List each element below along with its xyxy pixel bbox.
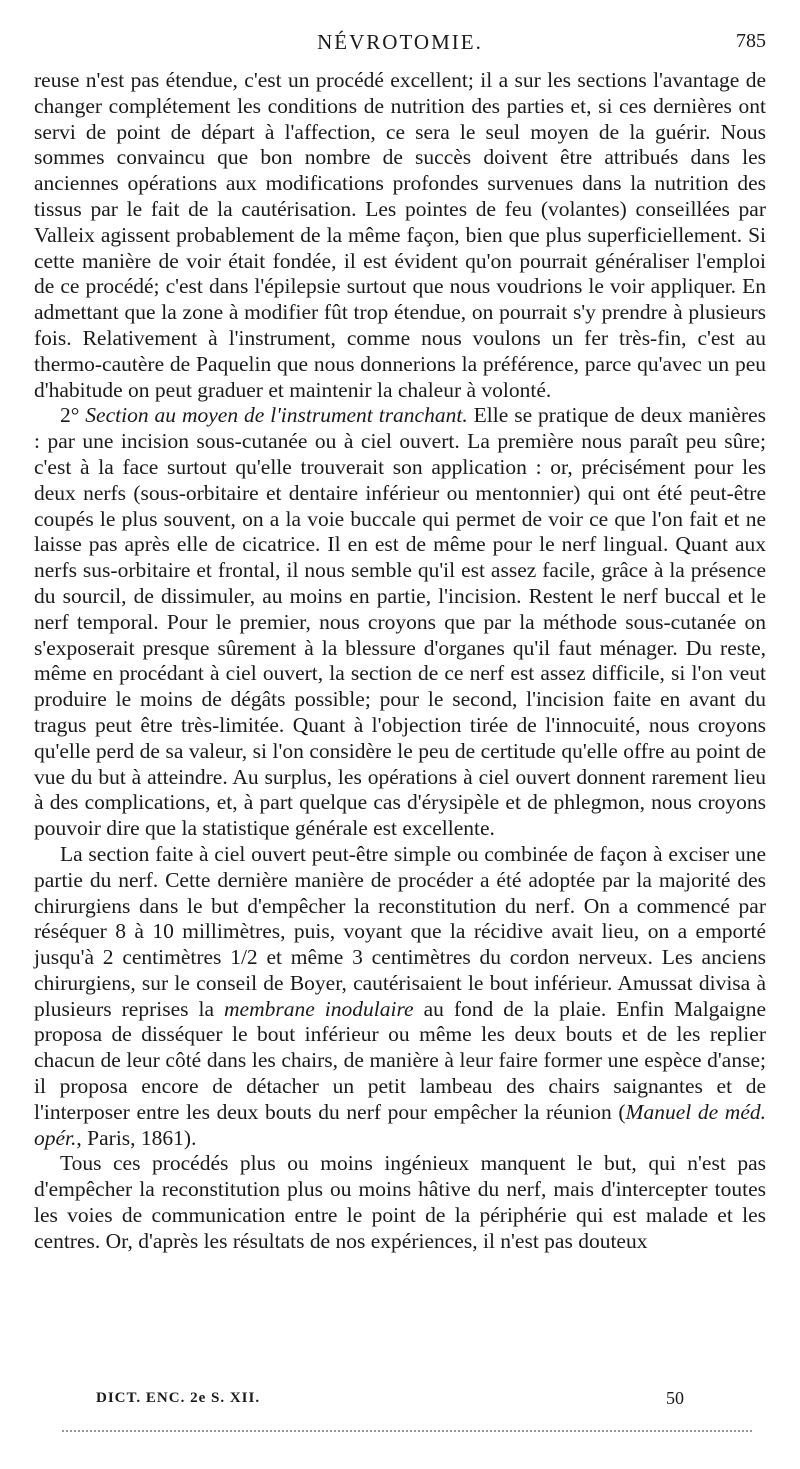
paragraph-text: , Paris, 1861). (76, 1125, 197, 1150)
italic-term: membrane inodulaire (224, 996, 414, 1021)
paragraph-open-section (34, 842, 766, 1152)
paragraph-text: Tous ces procédés plus ou moins ingénieux manquent le but, qui n'est pas d'empêcher la reconstitution plus ou moins hâtive du nerf, mais d'intercepter toutes les voies de communication entre le point de la périphérie qui est malade et les centres. Or, d'après les résultats de nos expériences, il n'est pas douteux (34, 1151, 766, 1253)
running-head (34, 30, 766, 56)
paragraph-continuation (34, 68, 766, 403)
page-number: 785 (736, 30, 766, 52)
paragraph-text: au fond de la plaie. Enfin Malgaigne proposa de disséquer le bout inférieur ou même les deux bouts et de les replier chacun de leur côté dans les chairs, de manière à leur faire former une espèce d'anse; il proposa encore de détacher un petit lambeau des chairs saignantes et de l'interposer entre les deux bouts du nerf pour empêcher la réunion ( (34, 996, 766, 1124)
paragraph-text: Elle se pratique de deux manières : par une incision sous-cutanée ou à ciel ouvert. La première nous paraît peu sûre; c'est à la face surtout qu'elle trouverait son application : or, précisément pour les deux nerfs (sous-orbitaire et dentaire inférieur ou mentonnier) qui ont été peut-être coupés le plus souvent, on a la voie buccale qui permet de voir ce que l'on fait et ne laisse pas après elle de cicatrice. Il en est de même pour le nerf lingual. Quant aux nerfs sus-orbitaire et frontal, il nous semble qu'il est assez facile, grâce à la présence du sourcil, de dissimuler, au moins en partie, l'incision. Restent le nerf buccal et le nerf temporal. Pour le premier, nous croyons que par la méthode sous-cutanée on s'exposerait presque sûrement à la blessure d'organes qu'il faut ménager. Du reste, même en procédant à ciel ouvert, la section de ce nerf est assez difficile, si l'on veut produire le moins de dégâts possible; pour le second, l'incision faite en avant du tragus peut être très-limitée. Quant à l'objection tirée de l'innocuité, nous croyons qu'elle perd de sa valeur, si l'on considère le peu de certitude qu'elle offre au point de vue du but à atteindre. Au surplus, les opérations à ciel ouvert donnent rarement lieu à des complications, et, à part quelque cas d'érysipèle et de phlegmon, nous croyons pouvoir dire que la statistique générale est excellente. (34, 403, 766, 841)
citation-title: Manuel de méd. opér. (34, 1099, 766, 1150)
paragraph-section-instrument (34, 403, 766, 842)
section-heading: Section au moyen de l'instrument tranchant. (85, 403, 468, 428)
paragraph-text: La section faite à ciel ouvert peut-être simple ou combinée de façon à exciser une partie du nerf. Cette dernière manière de procéder a été adoptée par la majorité des chirurgiens dans le but d'empêcher la reconstitution du nerf. On a commencé par réséquer 8 à 10 millimètres, puis, voyant que la récidive avait lieu, on a emporté jusqu'à 2 centimètres 1/2 et même 3 centimètres du cordon nerveux. Les anciens chirurgiens, sur le conseil de Boyer, cautérisaient le bout inférieur. Amussat divisa à plusieurs reprises la (34, 841, 766, 1021)
paragraph-text: reuse n'est pas étendue, c'est un procédé excellent; il a sur les sections l'avantage de changer complétement les conditions de nutrition des parties et, si ces dernières ont servi de point de départ à l'affection, ce sera le seul moyen de la guérir. Nous sommes convaincu que bon nombre de succès doivent être attribués dans les anciennes opérations aux modifications profondes survenues dans la nutrition des tissus par le fait de la cautérisation. Les pointes de feu (volantes) conseillées par Valleix agissent probablement de la même façon, bien que plus superficiellement. Si cette manière de voir était fondée, il est évident qu'on pourrait généraliser l'emploi de ce procédé; c'est dans l'épilepsie surtout que nous voudrions le voir appliquer. En admettant que la zone à modifier fût trop étendue, on pourrait s'y prendre à plusieurs fois. Relativement à l'instrument, comme nous voulons un fer très-fin, c'est au thermo-cautère de Paquelin que nous donnerions la préférence, parce qu'avec un peu d'habitude on peut graduer et maintenir la chaleur à volonté. (34, 68, 766, 402)
page-footer (96, 1388, 696, 1414)
footer-signature: DICT. ENC. 2e S. XII. (96, 1390, 261, 1406)
running-title: NÉVROTOMIE. (317, 30, 483, 54)
paragraph-procedures (34, 1151, 766, 1254)
footer-sheet-number: 50 (666, 1388, 684, 1408)
bottom-dotted-rule (62, 1430, 752, 1432)
body-text (34, 68, 766, 1255)
section-number: 2° (60, 403, 86, 428)
